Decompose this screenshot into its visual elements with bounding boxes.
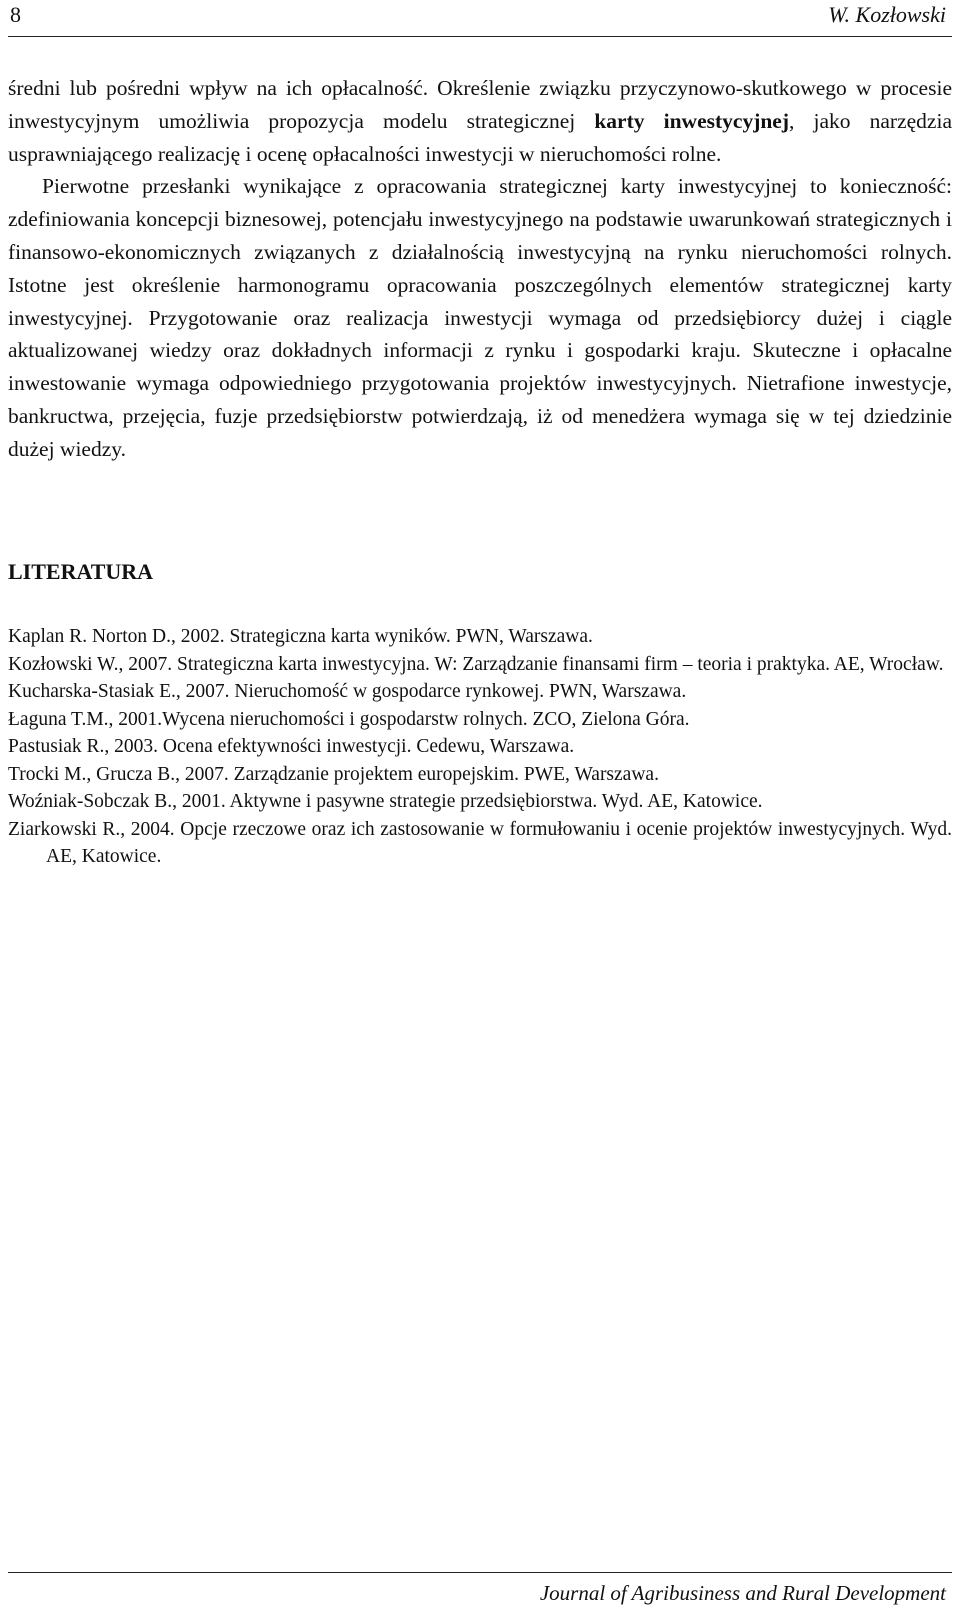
journal-name: Journal of Agribusiness and Rural Development [539, 1581, 946, 1605]
paragraph-1-text-end: , jako narzędzia usprawniającego realizację i ocenę opłacalności inwestycji w nieruchomości rolne. [8, 108, 952, 166]
reference-item: Kozłowski W., 2007. Strategiczna karta inwestycyjna. W: Zarządzanie finansami firm – teoria i praktyka. AE, Wrocław. [8, 653, 944, 675]
reference-item: Kaplan R. Norton D., 2002. Strategiczna karta wyników. PWN, Warszawa. [8, 626, 593, 647]
paragraph-2: Pierwotne przesłanki wynikające z opracowania strategicznej karty inwestycyjnej to konieczność: zdefiniowania koncepcji biznesowej, potencjału inwestycyjnego na podstawie uwarunkowań strategicznych i finansowo-ekonomicznych związanych z działalnością inwestycyjną na rynku nieruchomości rolnych. Istotne jest określenie harmonogramu opracowania poszczególnych elementów strategicznej karty inwestycyjnej. Przygotowanie oraz realizacja inwestycji wymaga od przedsiębiorcy dużej i ciągle aktualizowanej wiedzy oraz dokładnych informacji z rynku i gospodarki kraju. Skuteczne i opłacalne inwestowanie wymaga odpowiedniego przygotowania projektów inwestycyjnych. Nietrafione inwestycje, bankructwa, przejęcia, fuzje przedsiębiorstw potwierdzają, iż od menedżera wymaga się w tej dziedzinie dużej wiedzy. [8, 174, 952, 461]
literature-heading: LITERATURA [8, 559, 154, 584]
reference-item: Trocki M., Grucza B., 2007. Zarządzanie projektem europejskim. PWE, Warszawa. [8, 763, 659, 785]
page-header [8, 0, 952, 37]
reference-item: Łaguna T.M., 2001.Wycena nieruchomości i gospodarstw rolnych. ZCO, Zielona Góra. [8, 708, 690, 730]
page-number: 8 [10, 2, 21, 27]
paragraph-1 [8, 72, 952, 170]
body-text [8, 72, 952, 466]
paragraph-1-text-start: średni lub pośredni wpływ na ich opłacalność. Określenie związku przyczynowo-skutkowego w procesie inwestycyjnym umożliwia propozycja modelu strategicznej [8, 76, 952, 133]
reference-list [8, 623, 952, 871]
page-footer [8, 1572, 952, 1615]
reference-item: Pastusiak R., 2003. Ocena efektywności inwestycji. Cedewu, Warszawa. [8, 736, 575, 757]
reference-item: Ziarkowski R., 2004. Opcje rzeczowe oraz ich zastosowanie w formułowaniu i ocenie projektów inwestycyjnych. Wyd. AE, Katowice. [8, 818, 952, 867]
reference-item: Woźniak-Sobczak B., 2001. Aktywne i pasywne strategie przedsiębiorstwa. Wyd. AE, Katowice. [8, 791, 763, 812]
running-head-author: W. Kozłowski [828, 2, 946, 27]
reference-item: Kucharska-Stasiak E., 2007. Nieruchomość w gospodarce rynkowej. PWN, Warszawa. [8, 681, 687, 702]
bold-term: karty inwestycyjnej [594, 108, 790, 133]
